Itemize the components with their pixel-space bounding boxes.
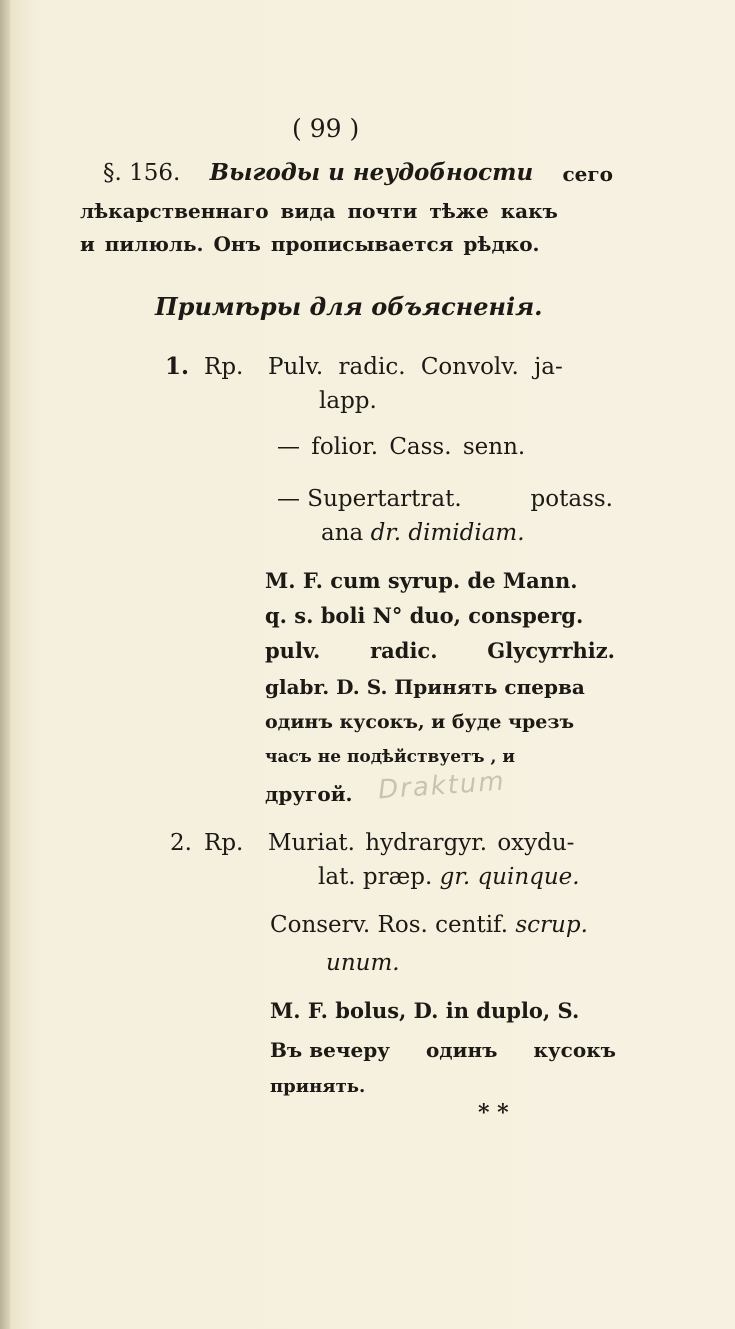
recipe-1-rp: Rp. [204, 354, 244, 380]
recipe-2-method-3: принять. [270, 1076, 366, 1097]
recipe-1-method-1: M. F. cum syrup. de Mann. [265, 568, 578, 593]
recipe-2-line-2: lat. præp. gr. quinque. [318, 864, 580, 890]
recipe-1-line-4: — Supertartrat. potass. [277, 486, 613, 512]
recipe-2-line-4: unum. [326, 950, 400, 976]
recipe-1-line-2: lapp. [319, 388, 377, 414]
recipe-1-line-5: ana dr. dimidiam. [321, 520, 525, 546]
section-line-3: и пилюль. Онъ прописывается рѣдко. [80, 232, 540, 256]
recipe-1-number: 1. [165, 353, 190, 380]
recipe-2-number: 2. [170, 830, 192, 856]
recipe-2-line-1: Muriat. hydrargyr. oxydu- [268, 830, 575, 856]
recipe-1-method-2: q. s. boli N° duo, consperg. [265, 603, 584, 628]
recipe-2-method-1: M. F. bolus, D. in duplo, S. [270, 998, 580, 1023]
section-line-1 [103, 158, 613, 190]
recipe-1-line-1: Pulv. radic. Convolv. ja- [268, 354, 563, 380]
recipe-1-method-6: часъ не подѣйствуетъ , и [265, 747, 515, 767]
section-line-1-tail: сего [562, 162, 613, 186]
recipe-1-method-7: другой. [265, 782, 353, 806]
page-gutter [0, 0, 10, 1329]
recipe-1-method-4: glabr. D. S. Принять сперва [265, 675, 585, 699]
examples-heading: Примѣры для объясненія. [155, 292, 543, 321]
page-number: ( 99 ) [292, 114, 360, 143]
recipe-2-rp: Rp. [204, 830, 244, 856]
recipe-2-method-2: Въ вечеру одинъ кусокъ [270, 1038, 616, 1062]
recipe-2-line-3: Conserv. Ros. centif. scrup. [270, 912, 588, 938]
recipe-1-line-3: — folior. Cass. senn. [277, 434, 526, 460]
section-title: Выгоды и неудобности [209, 159, 534, 186]
recipe-1-method-5: одинъ кусокъ, и буде чрезъ [265, 711, 575, 733]
section-number: §. 156. [103, 160, 181, 186]
section-line-2: лѣкарственнаго вида почти тѣже какъ [80, 199, 558, 223]
signature-mark: * * [478, 1100, 509, 1126]
recipe-1-method-3: pulv. radic. Glycyrrhiz. [265, 638, 615, 663]
pencil-annotation: Draktum [377, 766, 507, 806]
